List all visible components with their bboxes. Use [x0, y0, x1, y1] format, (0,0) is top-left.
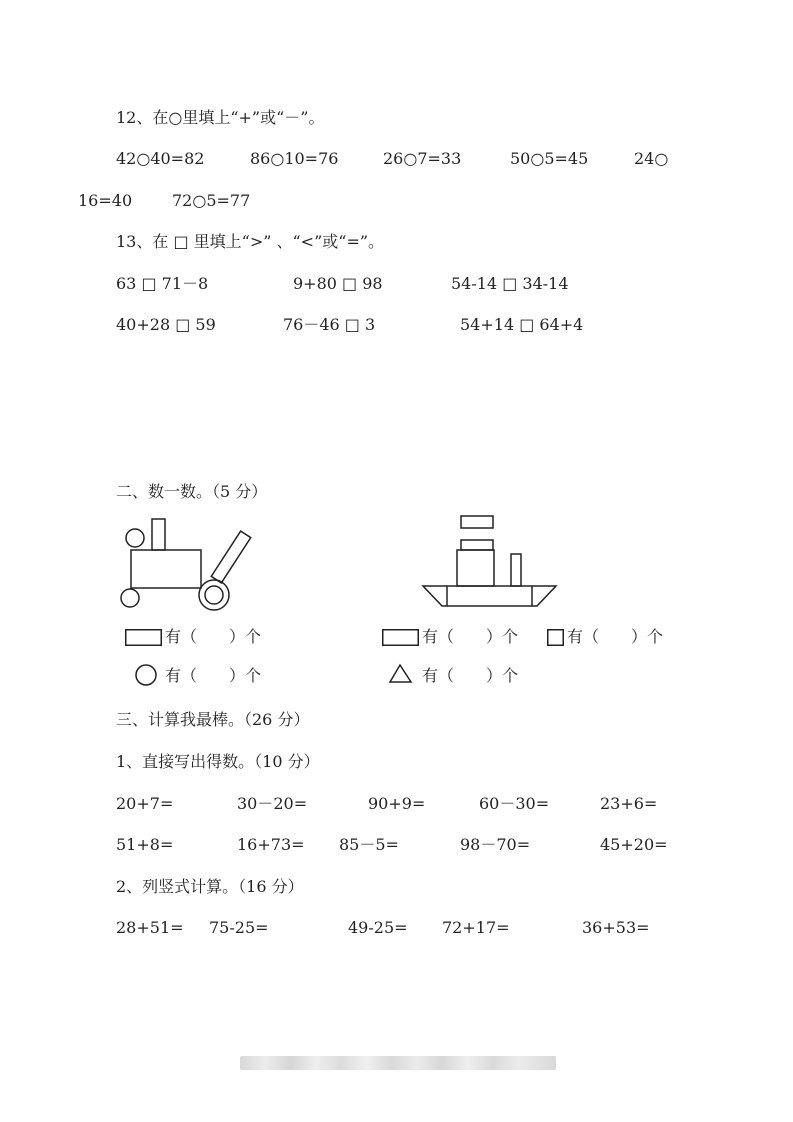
calc-item: 30－20= — [237, 794, 308, 813]
calc-item: 45+20= — [600, 835, 668, 854]
calc-item: 23+6= — [600, 794, 658, 813]
q12-item: 72○5=77 — [172, 191, 251, 210]
q12-title: 12、在○里填上“+”或“－”。 — [116, 108, 325, 127]
calc-item: 90+9= — [368, 794, 426, 813]
calc-item: 98－70= — [460, 835, 531, 854]
q13-title: 13、在 □ 里填上“>” 、“<”或“=”。 — [116, 232, 385, 251]
rectangle-icon — [382, 629, 420, 647]
calc-item: 16+73= — [237, 835, 305, 854]
ship-figure — [420, 514, 560, 610]
q13-item: 76－46 □ 3 — [283, 315, 376, 334]
calc-item: 51+8= — [116, 835, 174, 854]
tractor-figure — [116, 514, 266, 614]
calc-item: 20+7= — [116, 794, 174, 813]
q13-item: 54-14 □ 34-14 — [451, 274, 569, 293]
q13-item: 63 □ 71－8 — [116, 274, 209, 293]
q13-item: 40+28 □ 59 — [116, 315, 216, 334]
q13-item: 9+80 □ 98 — [293, 274, 383, 293]
calc-item: 28+51= — [116, 918, 184, 937]
part2-title: 2、列竖式计算。（16 分） — [116, 877, 304, 896]
q12-item: 42○40=82 — [116, 149, 205, 168]
calc-item: 75-25= — [209, 918, 269, 937]
part1-title: 1、直接写出得数。（10 分） — [116, 752, 320, 771]
count-blank: 有（ ）个 — [165, 627, 262, 646]
section3-title: 三、计算我最棒。（26 分） — [116, 710, 310, 729]
q13-item: 54+14 □ 64+4 — [460, 315, 584, 334]
rectangle-icon — [125, 629, 163, 647]
calc-item: 60－30= — [479, 794, 550, 813]
count-blank: 有（ ）个 — [422, 666, 519, 685]
q12-item: 50○5=45 — [510, 149, 589, 168]
calc-item: 49-25= — [348, 918, 408, 937]
square-icon — [547, 629, 565, 647]
circle-icon — [135, 664, 159, 688]
q12-item: 16=40 — [78, 191, 133, 210]
blurred-footer — [240, 1056, 556, 1070]
calc-item: 85－5= — [339, 835, 399, 854]
count-blank: 有（ ）个 — [567, 627, 664, 646]
calc-item: 72+17= — [442, 918, 510, 937]
q12-item: 26○7=33 — [383, 149, 462, 168]
section2-title: 二、数一数。（5 分） — [116, 482, 268, 501]
triangle-icon — [389, 664, 413, 684]
q12-item: 24○ — [634, 149, 669, 168]
count-blank: 有（ ）个 — [165, 666, 262, 685]
calc-item: 36+53= — [582, 918, 650, 937]
count-blank: 有（ ）个 — [422, 627, 519, 646]
q12-item: 86○10=76 — [250, 149, 339, 168]
